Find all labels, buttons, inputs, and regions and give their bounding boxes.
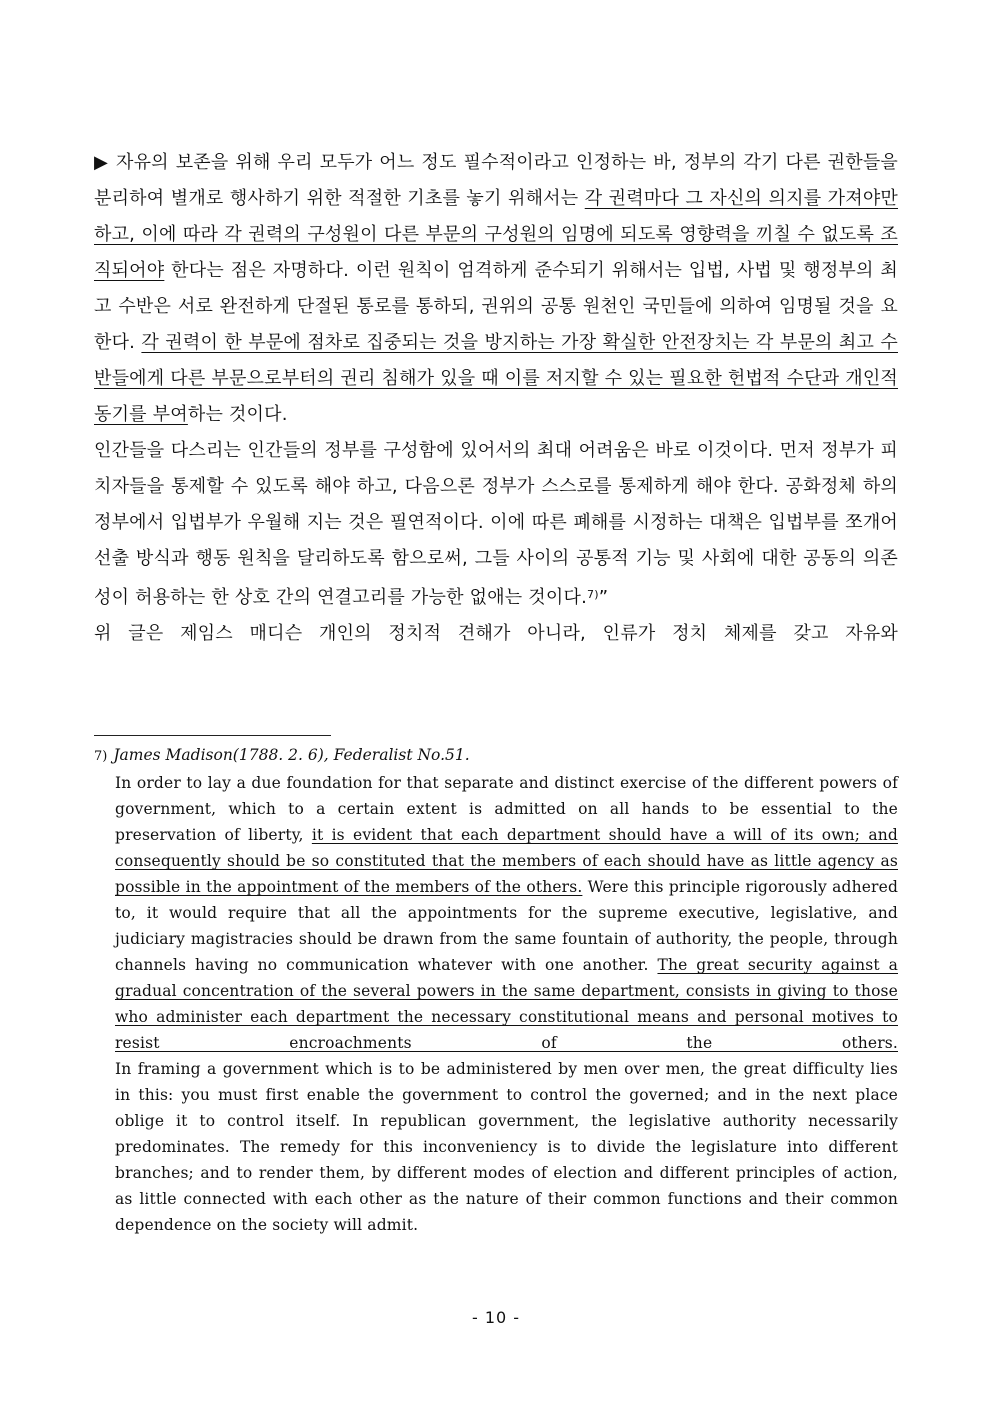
footnote-citation — [94, 742, 898, 770]
quote-text: 한다는 점은 자명하다. 이런 원칙이 엄격하게 준수되기 위해서는 입법, 사법 및 행정부의 최고 수반은 서로 완전하게 단절된 통로를 통하되, 권위의 공통 원천인 국민들에 의하여 임명될 것을 요한다. — [94, 260, 898, 353]
underlined-footnote-text: The great security against a gradual concentration of the several powers in the same department, consists in giving to those who administer each department the necessary constitutional means and personal motives to resist encroachments of the others. — [115, 956, 898, 1052]
underlined-quote-text: 각 권력마다 그 자신의 의지를 가져야만 하고, 이에 따라 각 권력의 구성원이 다른 부문의 구성원의 임명에 되도록 영향력을 끼칠 수 없도록 조직되어야 — [94, 188, 899, 281]
footnote-text: Were this principle rigorously adhered to, it would require that all the appointments for the supreme executive, legislative, and judiciary magistracies should be drawn from the same fountain of authority, the people, through channels having no communication whatever with one another. — [115, 878, 899, 974]
footnote-number: 7) — [94, 749, 108, 764]
quote-text: 자유의 보존을 위해 우리 모두가 어느 정도 필수적이라고 인정하는 바, 정부의 각기 다른 권한들을 분리하여 별개로 행사하기 위한 적절한 기초를 놓기 위해서는 — [94, 152, 898, 209]
main-text — [94, 145, 898, 652]
quote-text: 인간들을 다스리는 인간들의 정부를 구성함에 있어서의 최대 어려움은 바로 이것이다. 먼저 정부가 피치자들을 통제할 수 있도록 해야 하고, 다음으론 정부가 스스로를 통제하게 해야 한다. 공화정체 하의 정부에서 입법부가 우월해 지는 것은 필연적이다. 이에 따른 폐해를 시정하는 대책은 입법부를 쪼개어 선출 방식과 행동 원칙을 달리하도록 함으로써, 그들 사이의 공통적 기능 및 사회에 대한 공동의 의존성이 허용하는 한 상호 간의 연결고리를 가능한 없애는 것이다. — [94, 440, 898, 608]
body-text: 위 글은 제임스 매디슨 개인의 정치적 견해가 아니라, 인류가 정치 체제를 갖고 자유와 — [94, 623, 898, 644]
underlined-footnote-text: it is evident that each department should have a will of its own; and consequently should be so constituted that the members of each should have as little agency as possible in the appointment of the members of the others. — [115, 826, 898, 896]
quote-paragraph-2 — [94, 433, 898, 616]
footnote-text: In framing a government which is to be administered by men over men, the great difficulty lies in this: you must first enable the government to control the governed; and in the next place oblige it to control itself. In republican government, the legislative authority necessarily predominates. The remedy for this inconveniency is to divide the legislature into different branches; and to render them, by different modes of election and different principles of action, as little connected with each other as the nature of their common functions and their common dependence on the society will admit. — [115, 1060, 898, 1234]
footnote-separator — [94, 735, 331, 736]
footnote-text: In order to lay a due foundation for that separate and distinct exercise of the different powers of government, which to a certain extent is admitted on all hands to be essential to the preservation of liberty, — [115, 774, 898, 844]
underlined-quote-text: 각 권력이 한 부문에 점차로 집중되는 것을 방지하는 가장 확실한 안전장치는 각 부문의 최고 수반들에게 다른 부문으로부터의 권리 침해가 있을 때 이를 저지할 수 있는 필요한 헌법적 수단과 개인적 동기를 부여 — [94, 332, 899, 425]
quote-text: 하는 것이다. — [187, 404, 288, 425]
body-paragraph — [94, 616, 898, 652]
bullet-marker: ▶ — [94, 152, 110, 173]
footnote-paragraph-2 — [115, 1056, 898, 1238]
footnote-reference: 7) — [587, 588, 599, 601]
footnote — [94, 742, 898, 1238]
page-number: - 10 - — [471, 1308, 521, 1327]
quote-paragraph-1 — [94, 145, 898, 433]
footnote-paragraph-1 — [115, 770, 898, 1056]
citation-text: James Madison(1788. 2. 6), Federalist No.51. — [113, 746, 470, 764]
closing-quote: ” — [598, 587, 609, 608]
